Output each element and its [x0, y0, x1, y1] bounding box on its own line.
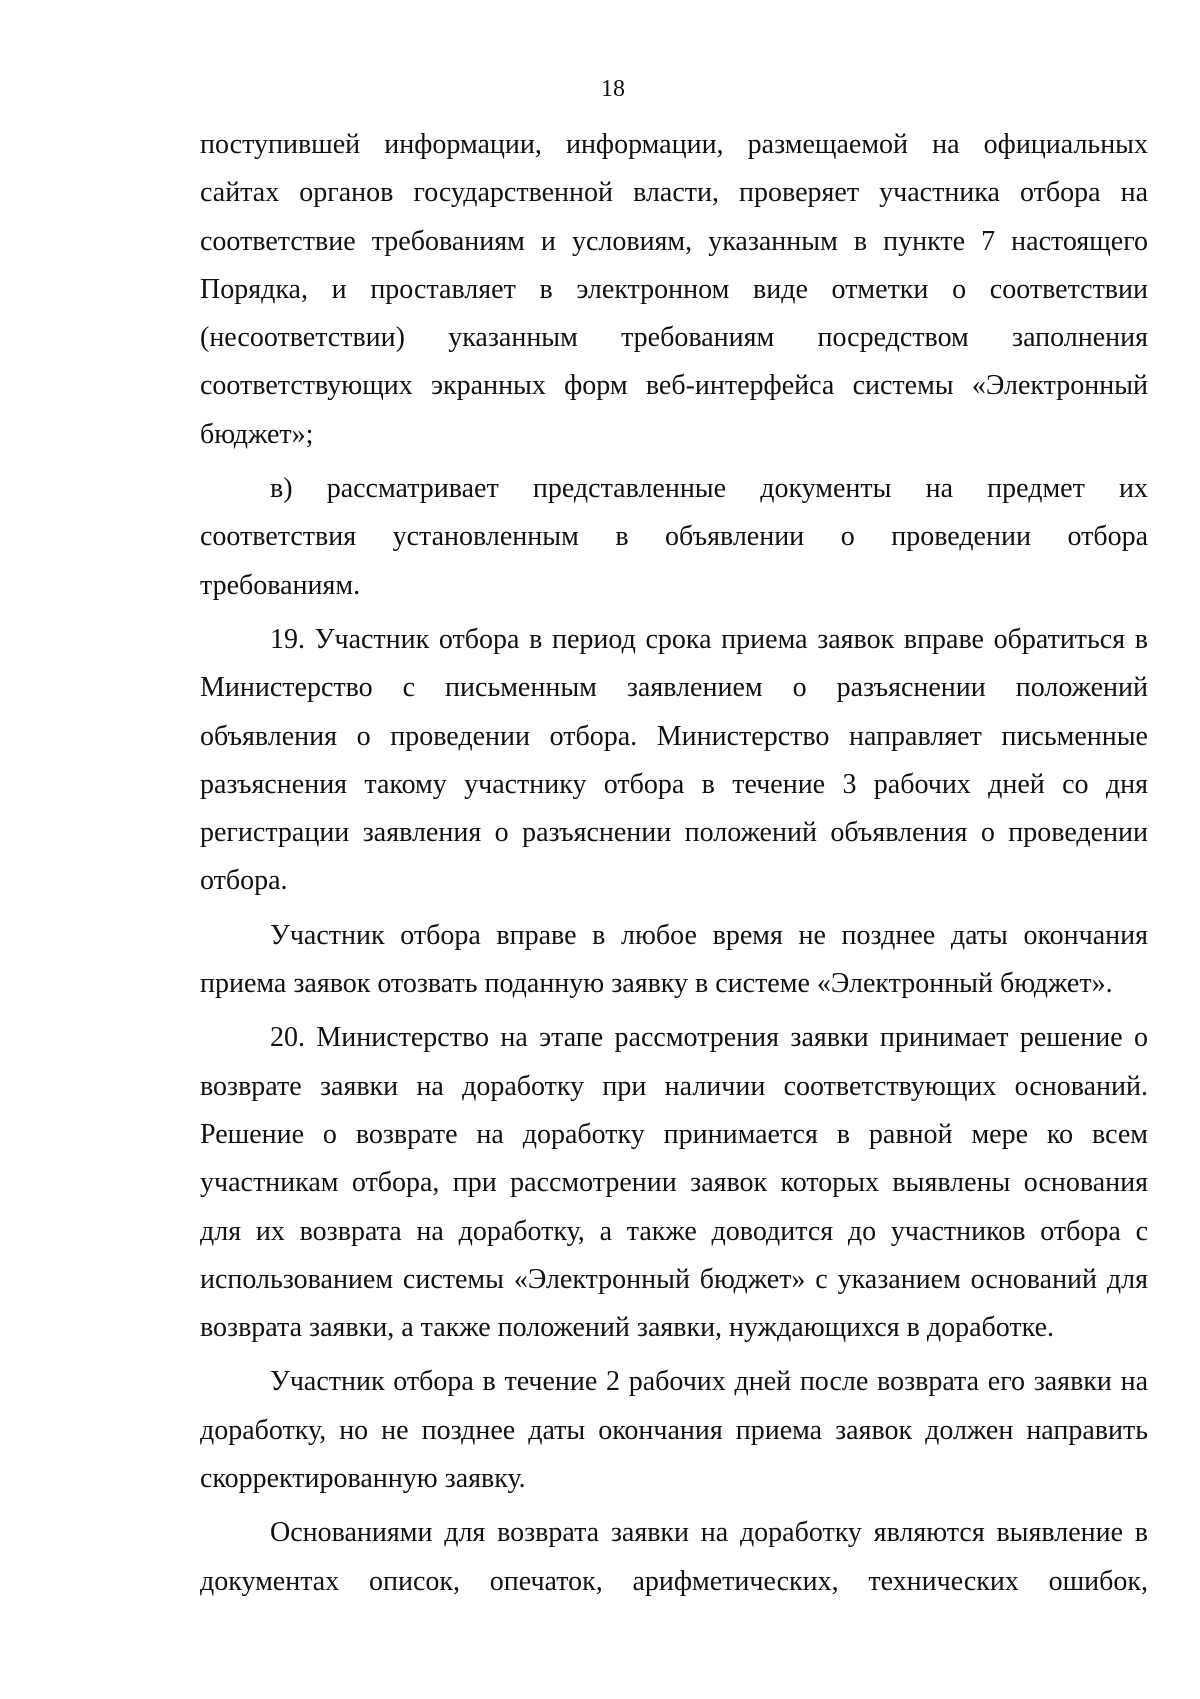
paragraph-continuation — [200, 121, 1148, 459]
text-line: приема заявок отозвать поданную заявку в системе «Электронный бюджет». — [200, 968, 1113, 1000]
text-line: 19. Участник отбора в период срока приема заявок вправе обратиться в — [270, 623, 1148, 655]
text-line: участникам отбора, при рассмотрении заявок которых выявлены основания — [200, 1167, 1148, 1199]
paragraph-resubmit — [200, 1358, 1148, 1503]
paragraph-point-20 — [200, 1014, 1148, 1352]
text-line: поступившей информации, информации, размещаемой на официальных — [200, 129, 1148, 160]
text-line: доработку, но не позднее даты окончания приема заявок должен направить — [200, 1414, 1148, 1446]
text-line: (несоответствии) указанным требованиям посредством заполнения — [200, 322, 1148, 354]
paragraph-grounds — [200, 1509, 1148, 1606]
text-line: Основаниями для возврата заявки на доработку являются выявление в — [270, 1517, 1148, 1549]
document-body — [200, 121, 1148, 1606]
text-line: использованием системы «Электронный бюджет» с указанием оснований для — [200, 1263, 1148, 1295]
text-line: Министерство с письменным заявлением о разъяснении положений — [200, 672, 1148, 704]
text-line: отбора. — [200, 865, 288, 897]
text-line: Участник отбора в течение 2 рабочих дней после возврата его заявки на — [270, 1366, 1148, 1398]
paragraph-withdraw — [200, 912, 1148, 1009]
text-line: бюджет»; — [200, 418, 314, 450]
text-line: 20. Министерство на этапе рассмотрения заявки принимает решение о — [270, 1022, 1148, 1054]
text-line: соответствия установленным в объявлении о проведении отбора — [200, 521, 1148, 553]
text-line: Порядка, и проставляет в электронном виде отметки о соответствии — [200, 273, 1148, 305]
text-line: соответствие требованиям и условиям, указанным в пункте 7 настоящего — [200, 225, 1148, 257]
text-line: разъяснения такому участнику отбора в течение 3 рабочих дней со дня — [200, 768, 1148, 800]
paragraph-item-v — [200, 465, 1148, 610]
text-line: в) рассматривает представленные документы на предмет их — [270, 473, 1148, 505]
text-line: требованиям. — [200, 569, 361, 601]
text-line: возврате заявки на доработку при наличии соответствующих оснований. — [200, 1070, 1148, 1102]
text-line: Решение о возврате на доработку принимается в равной мере ко всем — [200, 1118, 1148, 1150]
text-line: документах описок, опечаток, арифметических, технических ошибок, — [200, 1565, 1148, 1597]
text-line: сайтах органов государственной власти, проверяет участника отбора на — [200, 177, 1148, 209]
text-line: Участник отбора вправе в любое время не позднее даты окончания — [270, 919, 1148, 951]
text-line: соответствующих экранных форм веб-интерфейса системы «Электронный — [200, 370, 1148, 402]
text-line: объявления о проведении отбора. Министерство направляет письменные — [200, 720, 1148, 752]
text-line: возврата заявки, а также положений заявки, нуждающихся в доработке. — [200, 1312, 1054, 1344]
paragraph-point-19 — [200, 616, 1148, 906]
text-line: для их возврата на доработку, а также доводится до участников отбора с — [200, 1215, 1148, 1247]
text-line: регистрации заявления о разъяснении положений объявления о проведении — [200, 817, 1148, 849]
text-line: скорректированную заявку. — [200, 1463, 526, 1495]
page-number: 18 — [601, 76, 625, 102]
